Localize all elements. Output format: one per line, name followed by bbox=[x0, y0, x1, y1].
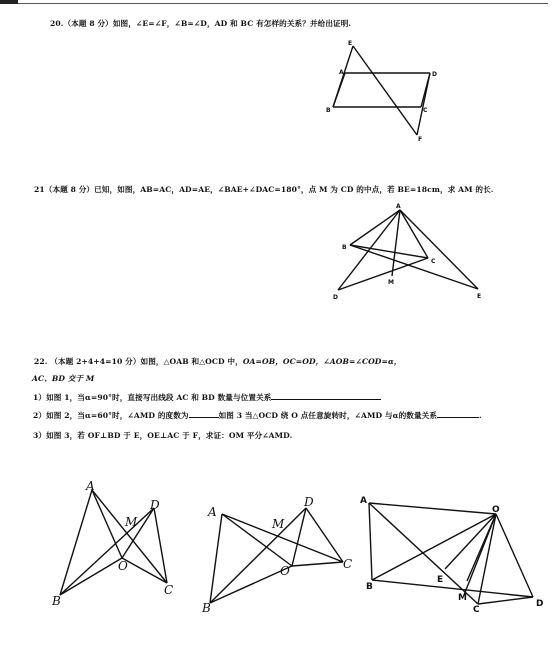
segment-BD bbox=[60, 508, 154, 595]
segment-BD bbox=[372, 580, 533, 597]
label-fig2-A: A bbox=[208, 505, 217, 519]
label-fig1-O: O bbox=[118, 559, 128, 573]
label-q20-E: E bbox=[348, 40, 353, 47]
label-q21-M: M bbox=[388, 279, 394, 286]
label-fig2-C: C bbox=[343, 557, 353, 571]
question-22-sub2-end: . bbox=[479, 411, 482, 420]
label-fig3-M: M bbox=[458, 593, 467, 603]
label-q20-A: A bbox=[339, 69, 344, 76]
segment-AB bbox=[210, 514, 222, 603]
label-q21-A: A bbox=[396, 203, 401, 210]
label-fig1-D: D bbox=[150, 498, 160, 512]
figure-q20 bbox=[333, 46, 430, 135]
label-fig3-E: E bbox=[437, 575, 444, 585]
question-21-text: 21（本题 8 分）已知，如图，AB=AC，AD=AE，∠BAE+∠DAC=180°，点 M 为 CD 的中点，若 BE=18cm，求 AM 的长. bbox=[34, 185, 494, 194]
segment-OD bbox=[292, 508, 306, 566]
segment-EB bbox=[333, 46, 353, 107]
label-q20-D: D bbox=[432, 71, 437, 78]
label-q20-F: F bbox=[418, 136, 423, 143]
label-fig1-C: C bbox=[164, 583, 174, 597]
segment-BD bbox=[210, 508, 306, 603]
figure-q21 bbox=[338, 210, 478, 290]
label-fig3-C: C bbox=[473, 605, 480, 615]
label-fig3-D: D bbox=[536, 599, 544, 609]
label-q21-D: D bbox=[333, 294, 338, 301]
segment-OC bbox=[292, 562, 343, 566]
label-fig2-O: O bbox=[280, 564, 290, 578]
label-fig2-B: B bbox=[202, 601, 211, 615]
segment-AE bbox=[400, 210, 478, 289]
label-fig1-B: B bbox=[52, 594, 61, 608]
segment-BC bbox=[350, 245, 428, 258]
segment-OF bbox=[467, 514, 496, 581]
label-fig2-M: M bbox=[272, 517, 285, 531]
question-22-sub2b-text: 如图 3 当△OCD 绕 O 点任意旋转时，∠AMD 与α的数量关系 bbox=[218, 411, 438, 420]
label-q20-C: C bbox=[423, 107, 428, 114]
label-fig2-D: D bbox=[304, 495, 314, 509]
segment-AO bbox=[92, 490, 122, 558]
label-q20-B: B bbox=[326, 107, 331, 114]
segment-AB bbox=[369, 503, 372, 580]
segment-DF bbox=[417, 73, 430, 135]
segment-CD bbox=[478, 597, 533, 604]
question-22-sub1-text: 1）如图 1，当α=90°时，直接写出线段 AC 和 BD 数量与位置关系 bbox=[33, 393, 272, 402]
label-q21-C: C bbox=[431, 258, 436, 265]
label-q21-E: E bbox=[477, 293, 482, 300]
question-22-sub2a-text: 2）如图 2，当α=60°时，∠AMD 的度数为 bbox=[33, 411, 189, 420]
question-22-heading-conditions: OA=OB，OC=OD，∠AOB=∠COD=α， bbox=[242, 357, 402, 366]
segment-OE bbox=[445, 514, 496, 569]
segment-AD bbox=[338, 210, 400, 290]
label-q21-B: B bbox=[342, 244, 347, 251]
segment-BE bbox=[350, 245, 478, 289]
segment-DC bbox=[338, 258, 428, 290]
label-fig3-B: B bbox=[366, 582, 373, 592]
question-22-sub3: 3）如图 3，若 OF⊥BD 于 E，OE⊥AC 于 F，求证：OM 平分∠AMD. bbox=[33, 431, 293, 440]
label-fig3-O: O bbox=[492, 505, 500, 515]
segment-OC bbox=[122, 558, 167, 583]
segment-AB bbox=[350, 210, 400, 245]
figure-q22-3 bbox=[369, 503, 533, 604]
label-fig1-A: A bbox=[86, 479, 95, 493]
segment-DC bbox=[306, 508, 343, 562]
segment-AO bbox=[369, 503, 496, 514]
label-fig3-A: A bbox=[360, 496, 367, 506]
label-fig1-M: M bbox=[125, 515, 138, 529]
segment-EF bbox=[353, 46, 417, 135]
question-22-line2: AC、BD 交于 M bbox=[32, 374, 95, 383]
question-22-heading-prefix: 22. （本题 2+4+4=10 分）如图，△OAB 和△OCD 中， bbox=[34, 357, 243, 366]
segment-DC bbox=[154, 508, 167, 583]
question-20-text: 20.（本题 8 分）如图，∠E=∠F，∠B=∠D，AD 和 BC 有怎样的关系？并给出证明. bbox=[50, 19, 352, 28]
segment-OD bbox=[496, 514, 533, 597]
segment-OC bbox=[478, 514, 496, 604]
